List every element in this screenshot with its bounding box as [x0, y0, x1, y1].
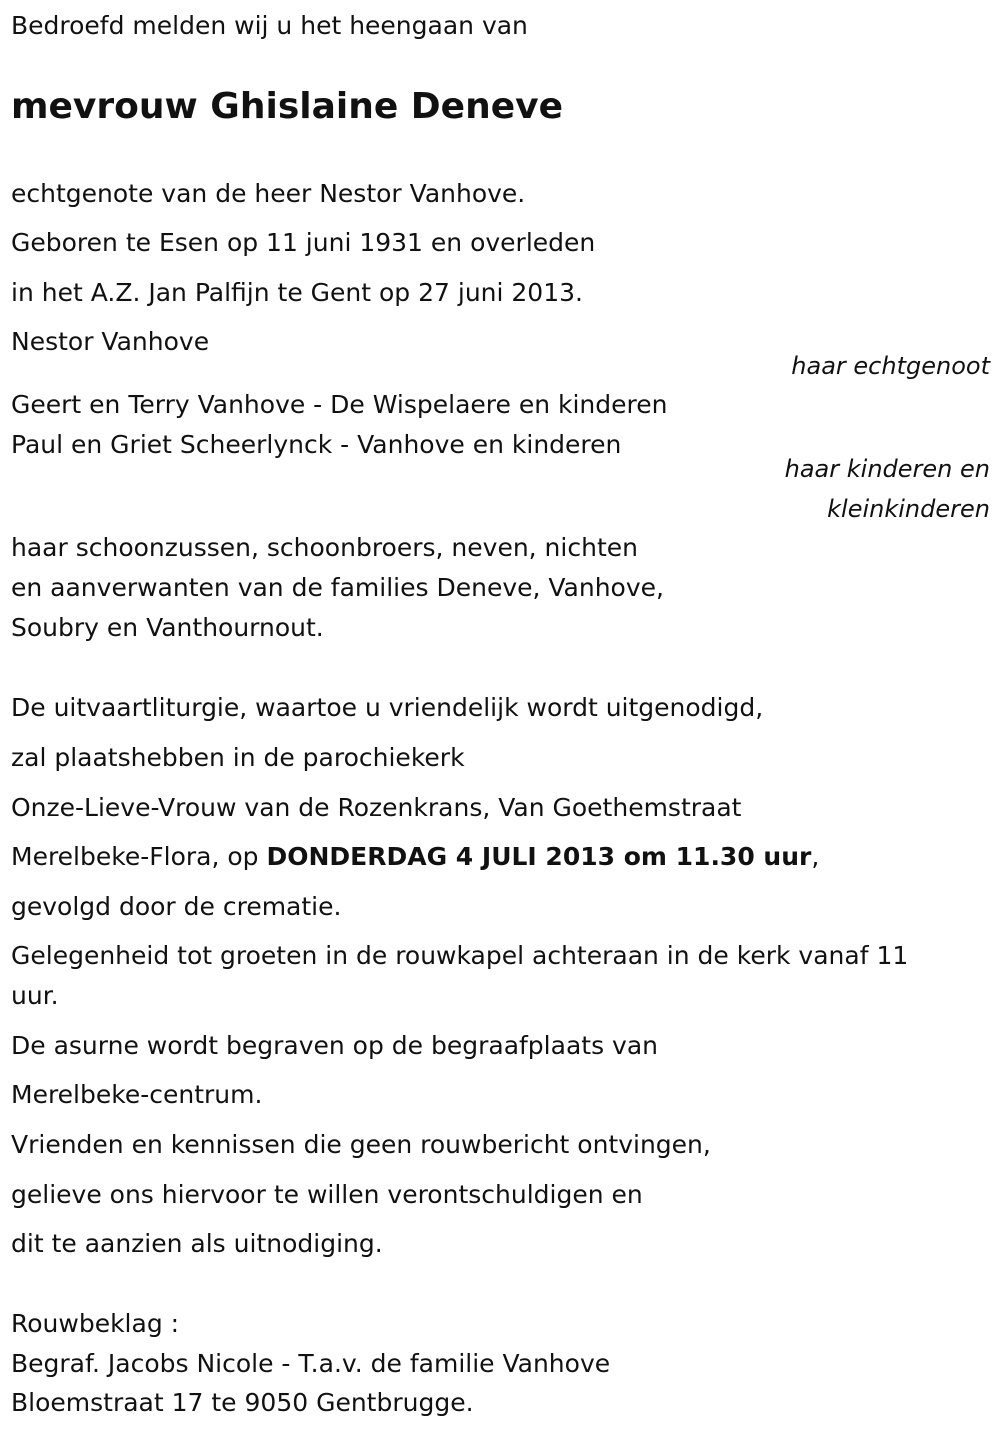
- intro-text: Bedroefd melden wij u het heengaan van: [11, 11, 528, 40]
- children-relation-1: haar kinderen en: [784, 455, 990, 483]
- bio-line-2: Geboren te Esen op 11 juni 1931 en overleden: [11, 228, 596, 257]
- spouse-name: Nestor Vanhove: [11, 327, 210, 356]
- funeral-line-2: zal plaatshebben in de parochiekerk: [11, 743, 465, 772]
- funeral-place: Merelbeke-Flora, op: [11, 842, 267, 871]
- burial-line-1: De asurne wordt begraven op de begraafplaats van: [11, 1031, 658, 1060]
- funeral-line-5: gevolgd door de crematie.: [11, 892, 342, 921]
- funeral-line-3: Onze-Lieve-Vrouw van de Rozenkrans, Van Goethemstraat: [11, 793, 742, 822]
- bio-line-3: in het A.Z. Jan Palfijn te Gent op 27 juni 2013.: [11, 278, 583, 307]
- funeral-line-1: De uitvaartliturgie, waartoe u vriendelijk wordt uitgenodigd,: [11, 693, 764, 722]
- condolences-line-1: Begraf. Jacobs Nicole - T.a.v. de familie Vanhove: [11, 1349, 611, 1378]
- child-line-2: Paul en Griet Scheerlynck - Vanhove en kinderen: [11, 430, 622, 459]
- spouse-relation: haar echtgenoot: [791, 352, 990, 380]
- burial-line-2: Merelbeke-centrum.: [11, 1080, 263, 1109]
- funeral-date: DONDERDAG 4 JULI 2013 om 11.30 uur: [266, 842, 812, 871]
- condolences-line-2: Bloemstraat 17 te 9050 Gentbrugge.: [11, 1388, 474, 1417]
- notice-line-3: dit te aanzien als uitnodiging.: [11, 1229, 383, 1258]
- child-line-1: Geert en Terry Vanhove - De Wispelaere en kinderen: [11, 390, 668, 419]
- condolences-label: Rouwbeklag :: [11, 1309, 180, 1338]
- funeral-punct: ,: [811, 842, 820, 871]
- relatives-line-1: haar schoonzussen, schoonbroers, neven, nichten: [11, 533, 638, 562]
- bio-line-1: echtgenote van de heer Nestor Vanhove.: [11, 179, 526, 208]
- greeting-line-1: Gelegenheid tot groeten in de rouwkapel achteraan in de kerk vanaf 11: [11, 941, 909, 970]
- funeral-line-4: [11, 842, 819, 872]
- deceased-name: mevrouw Ghislaine Deneve: [11, 86, 564, 127]
- notice-line-2: gelieve ons hiervoor te willen verontschuldigen en: [11, 1180, 643, 1209]
- children-relation-2: kleinkinderen: [827, 495, 990, 523]
- relatives-line-2: en aanverwanten van de families Deneve, Vanhove,: [11, 573, 664, 602]
- relatives-line-3: Soubry en Vanthournout.: [11, 613, 324, 642]
- greeting-line-2: uur.: [11, 981, 59, 1010]
- notice-line-1: Vrienden en kennissen die geen rouwbericht ontvingen,: [11, 1130, 711, 1159]
